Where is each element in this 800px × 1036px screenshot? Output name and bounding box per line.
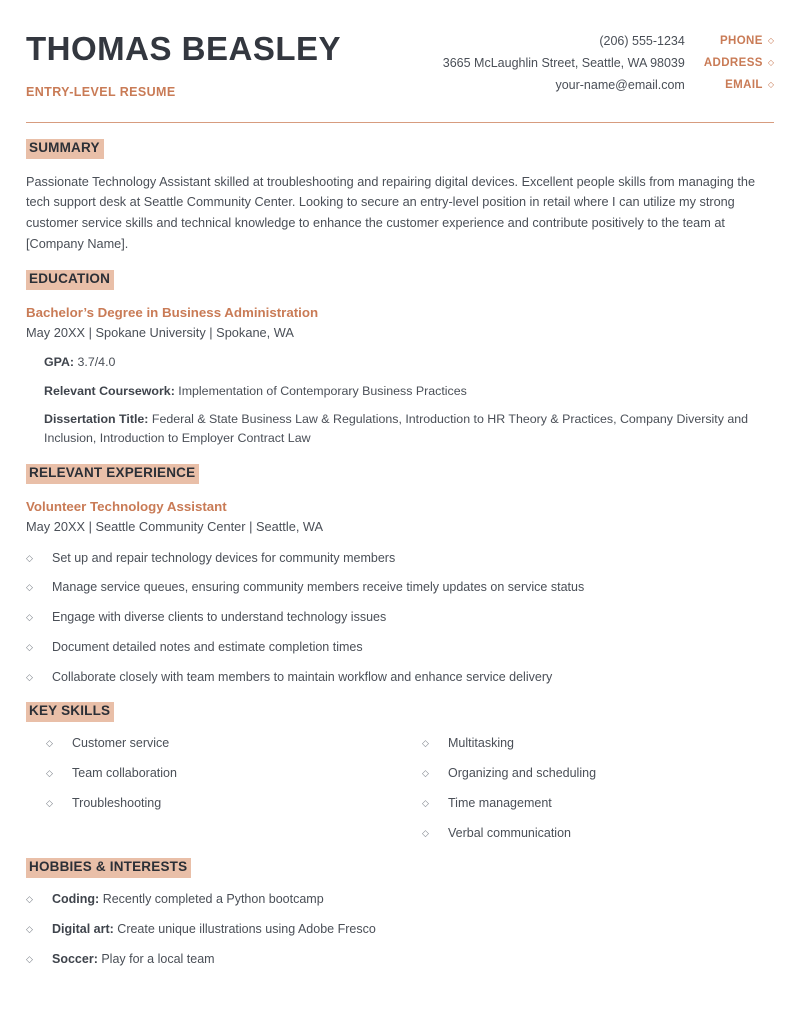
list-item: ◇ Team collaboration bbox=[46, 764, 400, 783]
diamond-icon: ◇ bbox=[767, 80, 774, 89]
section-heading-hobbies: HOBBIES & INTERESTS bbox=[26, 858, 191, 878]
contact-value-address[interactable]: 3665 McLaughlin Street, Seattle, WA 98039 bbox=[442, 56, 685, 70]
list-item bbox=[26, 950, 774, 969]
section-education bbox=[26, 270, 774, 448]
resume-subtitle: ENTRY-LEVEL RESUME bbox=[26, 84, 176, 99]
contact-block bbox=[443, 28, 774, 100]
list-item: ◇ Time management bbox=[422, 794, 774, 813]
experience-bullet-list bbox=[26, 549, 774, 687]
education-detail-coursework bbox=[44, 382, 774, 401]
education-detail-label: Relevant Coursework: bbox=[44, 383, 175, 398]
list-item: ◇ Engage with diverse clients to understand technology issues bbox=[26, 608, 774, 627]
list-item: ◇ Set up and repair technology devices for community members bbox=[26, 549, 774, 568]
hobbies-list bbox=[26, 890, 774, 968]
list-item: ◇ Customer service bbox=[46, 734, 400, 753]
education-entry bbox=[26, 304, 774, 342]
list-item: ◇ Collaborate closely with team members to maintain workflow and enhance service delivery bbox=[26, 668, 774, 687]
list-item: ◇ Troubleshooting bbox=[46, 794, 400, 813]
resume-header bbox=[26, 0, 774, 100]
contact-label-email: EMAIL bbox=[725, 79, 763, 91]
hobby-value: Play for a local team bbox=[97, 951, 215, 966]
skills-column-left bbox=[26, 734, 400, 842]
section-hobbies bbox=[26, 858, 774, 968]
hobby-value: Recently completed a Python bootcamp bbox=[99, 892, 324, 907]
section-experience bbox=[26, 464, 774, 686]
diamond-icon: ◇ bbox=[767, 58, 774, 67]
diamond-icon: ◇ bbox=[767, 36, 774, 45]
hobby-label: Soccer: bbox=[52, 951, 98, 966]
list-item: ◇ Multitasking bbox=[422, 734, 774, 753]
skills-list-left bbox=[46, 734, 400, 812]
list-item: ◇ Verbal communication bbox=[422, 824, 774, 843]
list-item: ◇ Document detailed notes and estimate completion times bbox=[26, 638, 774, 657]
experience-job-title: Volunteer Technology Assistant bbox=[26, 499, 227, 515]
list-item bbox=[26, 890, 774, 909]
hobby-label: Digital art: bbox=[52, 921, 114, 936]
education-detail-label: Dissertation Title: bbox=[44, 411, 149, 426]
contact-value-email[interactable]: your-name@email.com bbox=[555, 78, 685, 92]
hobby-label: Coding: bbox=[52, 892, 100, 907]
list-item bbox=[26, 920, 774, 939]
contact-row-email bbox=[443, 78, 774, 92]
section-heading-experience: RELEVANT EXPERIENCE bbox=[26, 464, 199, 484]
contact-row-phone bbox=[443, 34, 774, 48]
contact-label-phone: PHONE bbox=[719, 35, 763, 47]
list-item: ◇ Organizing and scheduling bbox=[422, 764, 774, 783]
education-detail-dissertation bbox=[44, 410, 774, 448]
contact-label-address: ADDRESS bbox=[703, 57, 763, 69]
education-entry-meta: May 20XX | Spokane University | Spokane, WA bbox=[26, 324, 294, 340]
experience-entry bbox=[26, 498, 774, 536]
section-skills bbox=[26, 702, 774, 842]
section-heading-summary: SUMMARY bbox=[26, 139, 104, 159]
contact-value-phone[interactable]: (206) 555-1234 bbox=[599, 34, 685, 48]
education-detail-gpa bbox=[44, 353, 774, 372]
list-item: ◇ Manage service queues, ensuring community members receive timely updates on service status bbox=[26, 578, 774, 597]
hobby-value: Create unique illustrations using Adobe Fresco bbox=[113, 921, 376, 936]
education-details bbox=[26, 353, 774, 448]
experience-entry-meta: May 20XX | Seattle Community Center | Seattle, WA bbox=[26, 519, 324, 535]
summary-text: Passionate Technology Assistant skilled at troubleshooting and repairing digital devices. Excellent people skills from managing the tech support desk at Seattle Community Center. Looking to secure an entry-level position in retail where I can utilize my strong customer service skills and technical knowledge to enhance the customer experience and contribute positively to the team at [Company Name]. bbox=[26, 174, 756, 251]
education-detail-label: GPA: bbox=[44, 355, 75, 370]
candidate-name: THOMAS BEASLEY bbox=[26, 30, 342, 67]
section-summary bbox=[26, 139, 774, 254]
header-divider bbox=[26, 122, 774, 123]
contact-row-address bbox=[443, 56, 774, 70]
education-detail-value: 3.7/4.0 bbox=[74, 355, 116, 370]
skills-column-right bbox=[400, 734, 774, 842]
education-detail-value: Federal & State Business Law & Regulations, Introduction to HR Theory & Practices, Company Diversity and Inclusion, Introduction to Employer Contract Law bbox=[44, 411, 749, 446]
education-degree-title: Bachelor’s Degree in Business Administration bbox=[26, 305, 319, 320]
education-detail-value: Implementation of Contemporary Business Practices bbox=[174, 383, 467, 398]
skills-list-right bbox=[422, 734, 774, 842]
skills-columns bbox=[26, 734, 774, 842]
section-heading-education: EDUCATION bbox=[26, 270, 114, 290]
section-heading-skills: KEY SKILLS bbox=[26, 702, 114, 722]
header-identity bbox=[26, 28, 341, 99]
